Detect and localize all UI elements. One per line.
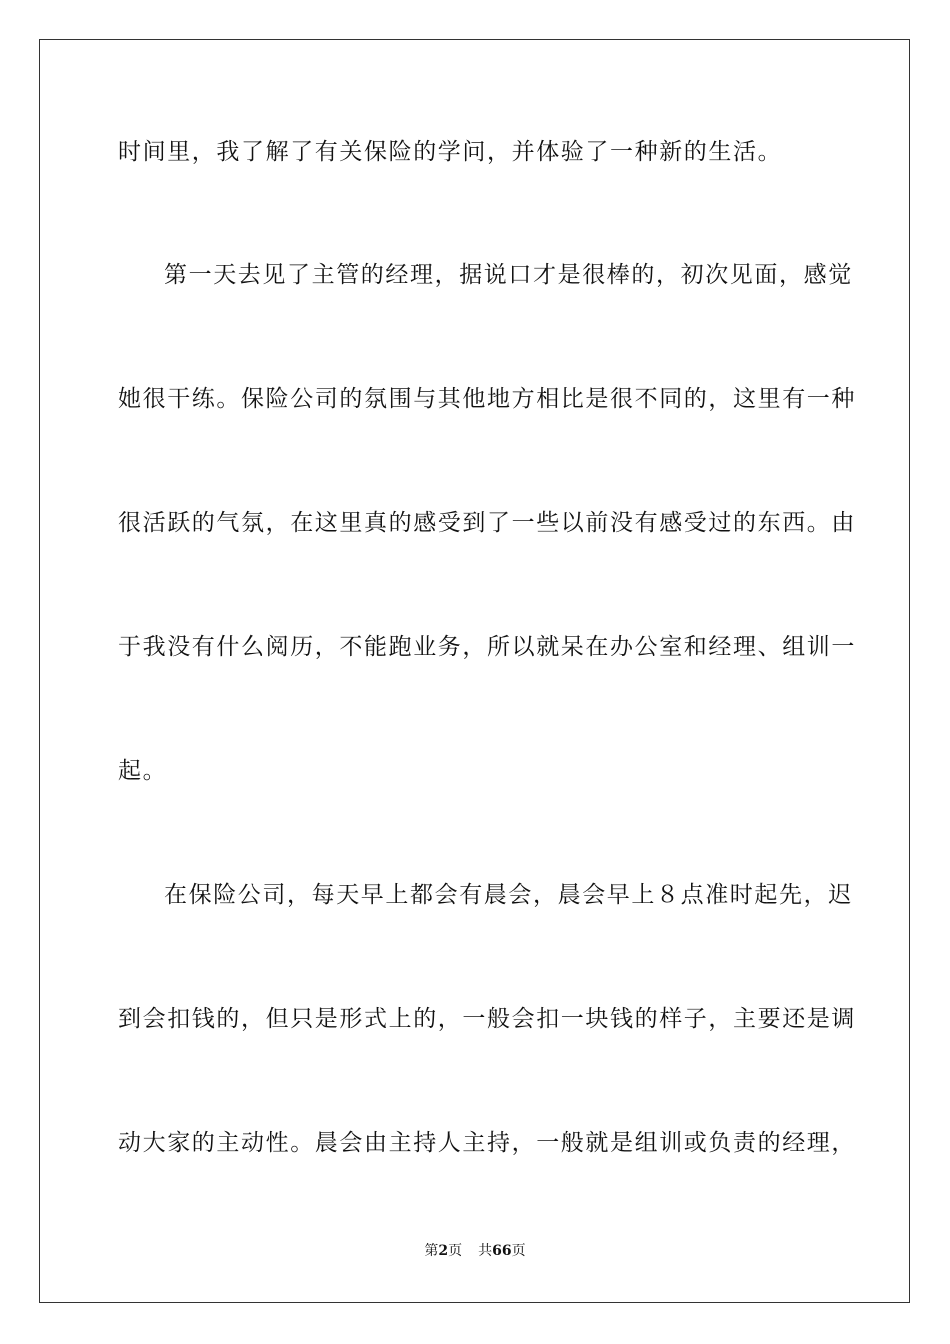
total-suffix: 页 [511,1243,526,1259]
page-border [39,39,910,1303]
text-line-4: 很活跃的气氛，在这里真的感受到了一些以前没有感受过的东西。由 [118,510,856,536]
text-line-5: 于我没有什么阅历，不能跑业务，所以就呆在办公室和经理、组训一 [118,634,856,660]
text-line-2: 第一天去见了主管的经理，据说口才是很棒的，初次见面，感觉 [164,262,853,288]
total-pages: 66 [492,1243,512,1259]
total-prefix: 共 [478,1243,493,1259]
text-line-9: 动大家的主动性。晨会由主持人主持，一般就是组训或负责的经理， [118,1130,856,1156]
text-line-6: 起。 [118,758,168,784]
page-prefix: 第 [424,1243,439,1259]
text-line-1: 时间里，我了解了有关保险的学问，并体验了一种新的生活。 [118,139,783,165]
page-number: 2 [438,1243,449,1259]
text-line-3: 她很干练。保险公司的氛围与其他地方相比是很不同的，这里有一种 [118,386,856,412]
text-line-8: 到会扣钱的，但只是形式上的，一般会扣一块钱的样子，主要还是调 [118,1006,856,1032]
page-suffix: 页 [448,1243,463,1259]
page-footer [0,1242,950,1260]
text-line-7: 在保险公司，每天早上都会有晨会，晨会早上８点准时起先，迟 [164,882,853,908]
